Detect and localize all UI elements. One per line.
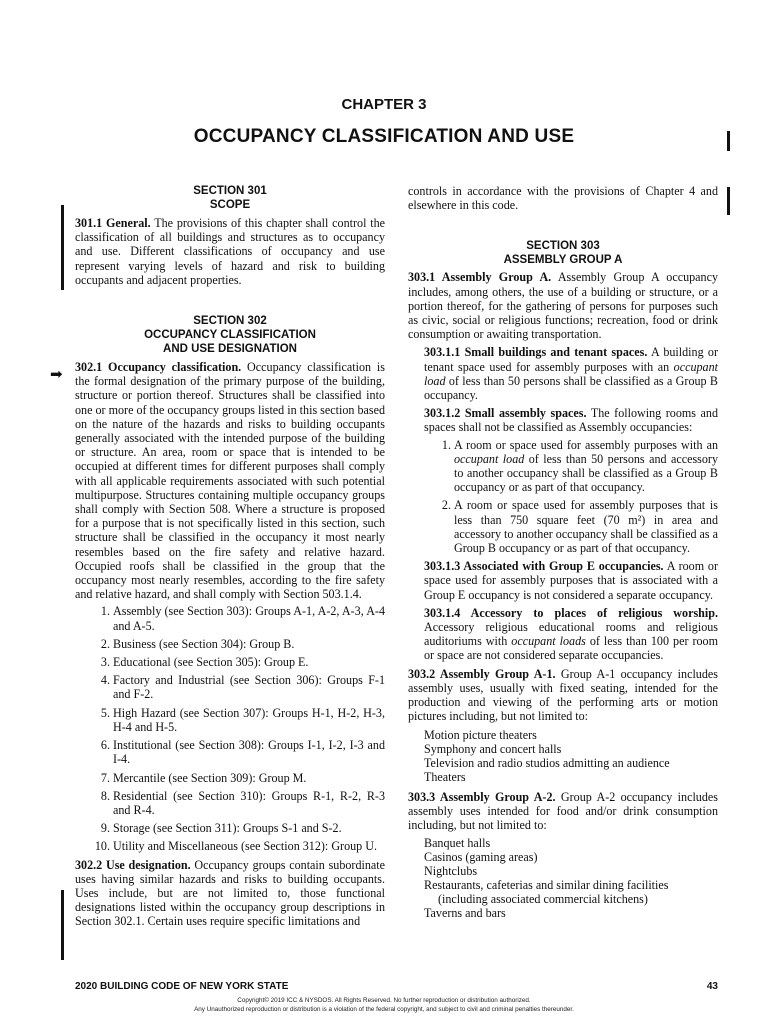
para-303-3 <box>408 790 718 833</box>
para-text: of less than 50 persons shall be classified as a Group B occupancy. <box>424 373 718 403</box>
para-number: 303.2 Assembly Group A-1. <box>408 666 556 681</box>
para-303-2 <box>408 667 718 724</box>
defined-term: occupant loads <box>511 634 586 649</box>
continued-text: controls in accordance with the provisions of Chapter 4 and elsewhere in this code. <box>408 184 718 213</box>
para-text: A building or tenant space used for assembly purposes with an <box>424 345 718 374</box>
list-item: Casinos (gaming areas) <box>424 850 538 865</box>
chapter-number: CHAPTER 3 <box>341 96 427 113</box>
para-text: The following rooms and spaces shall not be classified as Assembly occupancies: <box>424 406 718 435</box>
para-number: 303.1.4 Accessory to places of religious worship. <box>424 605 718 620</box>
chapter-title: OCCUPANCY CLASSIFICATION AND USE <box>193 126 575 147</box>
defined-term: occupant load <box>424 359 718 388</box>
list-item: Television and radio studios admitting an audience <box>424 755 670 770</box>
list-item: Taverns and bars <box>424 906 506 921</box>
list-item: 8. Residential (see Section 310): Groups R-1, R-2, R-3 and R-4. <box>113 789 385 817</box>
list-item: Symphony and concert halls <box>424 741 562 756</box>
list-item: 2. A room or space used for assembly purposes that is less than 750 square feet (70 m²) in area and accessory to another occupancy shall be classified as a Group B occupancy or as part of that occupancy. <box>454 498 718 555</box>
copyright-line: Any Unauthorized reproduction or distribution is a violation of the federal copyright, and subject to civil and criminal penalties thereunder. <box>194 1006 574 1013</box>
list-item: 4. Factory and Industrial (see Section 306): Groups F-1 and F-2. <box>113 673 385 701</box>
para-number: 301.1 General. <box>75 216 151 230</box>
section-302-title: OCCUPANCY CLASSIFICATION <box>144 329 316 342</box>
revision-arrow-icon: ➡ <box>50 365 63 383</box>
para-text: A room or space used for assembly purposes that is associated with a Group E occupancy is not considered a separate occupancy. <box>424 559 718 602</box>
revision-bar <box>61 205 64 290</box>
para-text: The provisions of this chapter shall control the classification of all buildings and structures as to occupancy and use. Different classifications of occupancy and use represent varying levels of hazard and risk to building occupants and adjacent properties. <box>75 216 385 287</box>
right-column <box>408 184 718 920</box>
list-item: 2. Business (see Section 304): Group B. <box>113 637 385 651</box>
section-303-title: ASSEMBLY GROUP A <box>503 254 623 267</box>
footer-title: 2020 BUILDING CODE OF NEW YORK STATE <box>75 981 289 992</box>
list-item: 3. Educational (see Section 305): Group E. <box>113 655 385 669</box>
list-item: Restaurants, cafeterias and similar dining facilities <box>424 878 669 893</box>
section-301-title: SCOPE <box>209 199 251 211</box>
para-text: Occupancy groups contain subordinate uses having similar hazards and risks to building occupants. Uses include, but are not limited to, those functional designations listed within the occupancy group descriptions in Section 302.1. Certain uses require specific limitations and <box>75 857 386 929</box>
occupancy-groups-list <box>75 604 385 853</box>
para-number: 303.1.1 Small buildings and tenant spaces. <box>424 345 648 360</box>
para-text: Accessory religious educational rooms and religious auditoriums with <box>424 620 718 649</box>
list-item: 10. Utility and Miscellaneous (see Section 312): Group U. <box>113 839 385 853</box>
para-303-1 <box>408 270 718 341</box>
list-item: 6. Institutional (see Section 308): Groups I-1, I-2, I-3 and I-4. <box>113 738 385 766</box>
list-text: of less than 50 persons and accessory to another occupancy shall be classified as a Group B occupancy or as part of that occupancy. <box>454 451 719 495</box>
list-item <box>454 438 718 495</box>
para-number: 303.1.3 Associated with Group E occupancies. <box>424 559 664 574</box>
para-302-1 <box>75 360 385 601</box>
group-a2-list <box>424 836 718 920</box>
para-number: 303.1 Assembly Group A. <box>408 270 552 285</box>
section-301-number: SECTION 301 <box>193 185 267 197</box>
para-303-1-4 <box>408 606 718 663</box>
list-item: Nightclubs <box>424 864 478 879</box>
para-text: Assembly Group A occupancy includes, among others, the use of a building or structure, or a portion thereof, for the gathering of persons for purposes such as civic, social or religious functions; recreation, food or drink consumption or awaiting transportation. <box>408 270 718 342</box>
para-303-1-2 <box>408 406 718 434</box>
para-number: 302.1 Occupancy classification. <box>75 360 242 375</box>
list-item: 5. High Hazard (see Section 307): Groups H-1, H-2, H-3, H-4 and H-5. <box>113 706 385 734</box>
para-301-1 <box>75 216 385 287</box>
para-text: of less than 100 per room or space are not considered separate occupancies. <box>424 634 719 663</box>
para-number: 303.1.2 Small assembly spaces. <box>424 406 587 421</box>
list-item: Banquet halls <box>424 836 491 851</box>
list-item: (including associated commercial kitchens) <box>438 892 648 907</box>
section-302-number: SECTION 302 <box>193 315 267 328</box>
page-number: 43 <box>706 981 718 992</box>
revision-bar <box>727 187 730 215</box>
list-item: Motion picture theaters <box>424 727 537 742</box>
section-302-title-line2: AND USE DESIGNATION <box>163 343 297 356</box>
list-item: 1. Assembly (see Section 303): Groups A-1, A-2, A-3, A-4 and A-5. <box>113 604 385 632</box>
para-number: 303.3 Assembly Group A-2. <box>408 789 556 804</box>
para-302-2 <box>75 858 385 929</box>
para-text: Group A-2 occupancy includes assembly uses intended for food and/or drink consumption including, but not limited to: <box>408 789 718 832</box>
revision-bar <box>727 131 730 151</box>
para-number: 302.2 Use designation. <box>75 857 191 872</box>
list-item: 9. Storage (see Section 311): Groups S-1 and S-2. <box>113 821 385 835</box>
para-303-1-3 <box>408 559 718 602</box>
section-303-number: SECTION 303 <box>526 240 600 253</box>
list-item: 7. Mercantile (see Section 309): Group M. <box>113 771 385 785</box>
copyright-line: Copyright© 2019 ICC & NYSDOS. All Rights Reserved. No further reproduction or distribution authorized. <box>237 997 531 1004</box>
revision-bar <box>61 890 64 960</box>
para-text: Group A-1 occupancy includes assembly uses, usually with fixed seating, intended for the production and viewing of the performing arts or motion pictures including, but not limited to: <box>408 666 718 724</box>
para-303-1-1 <box>408 345 718 402</box>
para-text: Occupancy classification is the formal designation of the primary purpose of the building, structure or portion thereof. Structures shall be classified into one or more of the occupancy groups listed in this section based on the nature of the hazards and risks to building occupants generally associated with the intended purpose of the building or structure. An area, room or space that is intended to be occupied at different times for different purposes shall comply with all applicable requirements associated with such potential multipurpose. Structures containing multiple occupancy groups shall comply with Section 508. Where a structure is proposed for a purpose that is not specifically listed in this section, such structure shall be classified in the occupancy it most nearly resembles based on the fire safety and relative hazard. Occupied roofs shall be classified in the group that the occupancy most nearly resembles, according to the fire safety and relative hazard, and shall comply with Section 503.1.4. <box>75 360 385 602</box>
left-column <box>75 184 385 929</box>
small-assembly-list <box>408 438 718 556</box>
defined-term: occupant load <box>454 451 525 466</box>
copyright-notice <box>0 996 768 1014</box>
list-text: A room or space used for assembly purposes with an <box>454 437 718 452</box>
list-item: Theaters <box>424 769 466 784</box>
group-a1-list <box>424 728 718 784</box>
